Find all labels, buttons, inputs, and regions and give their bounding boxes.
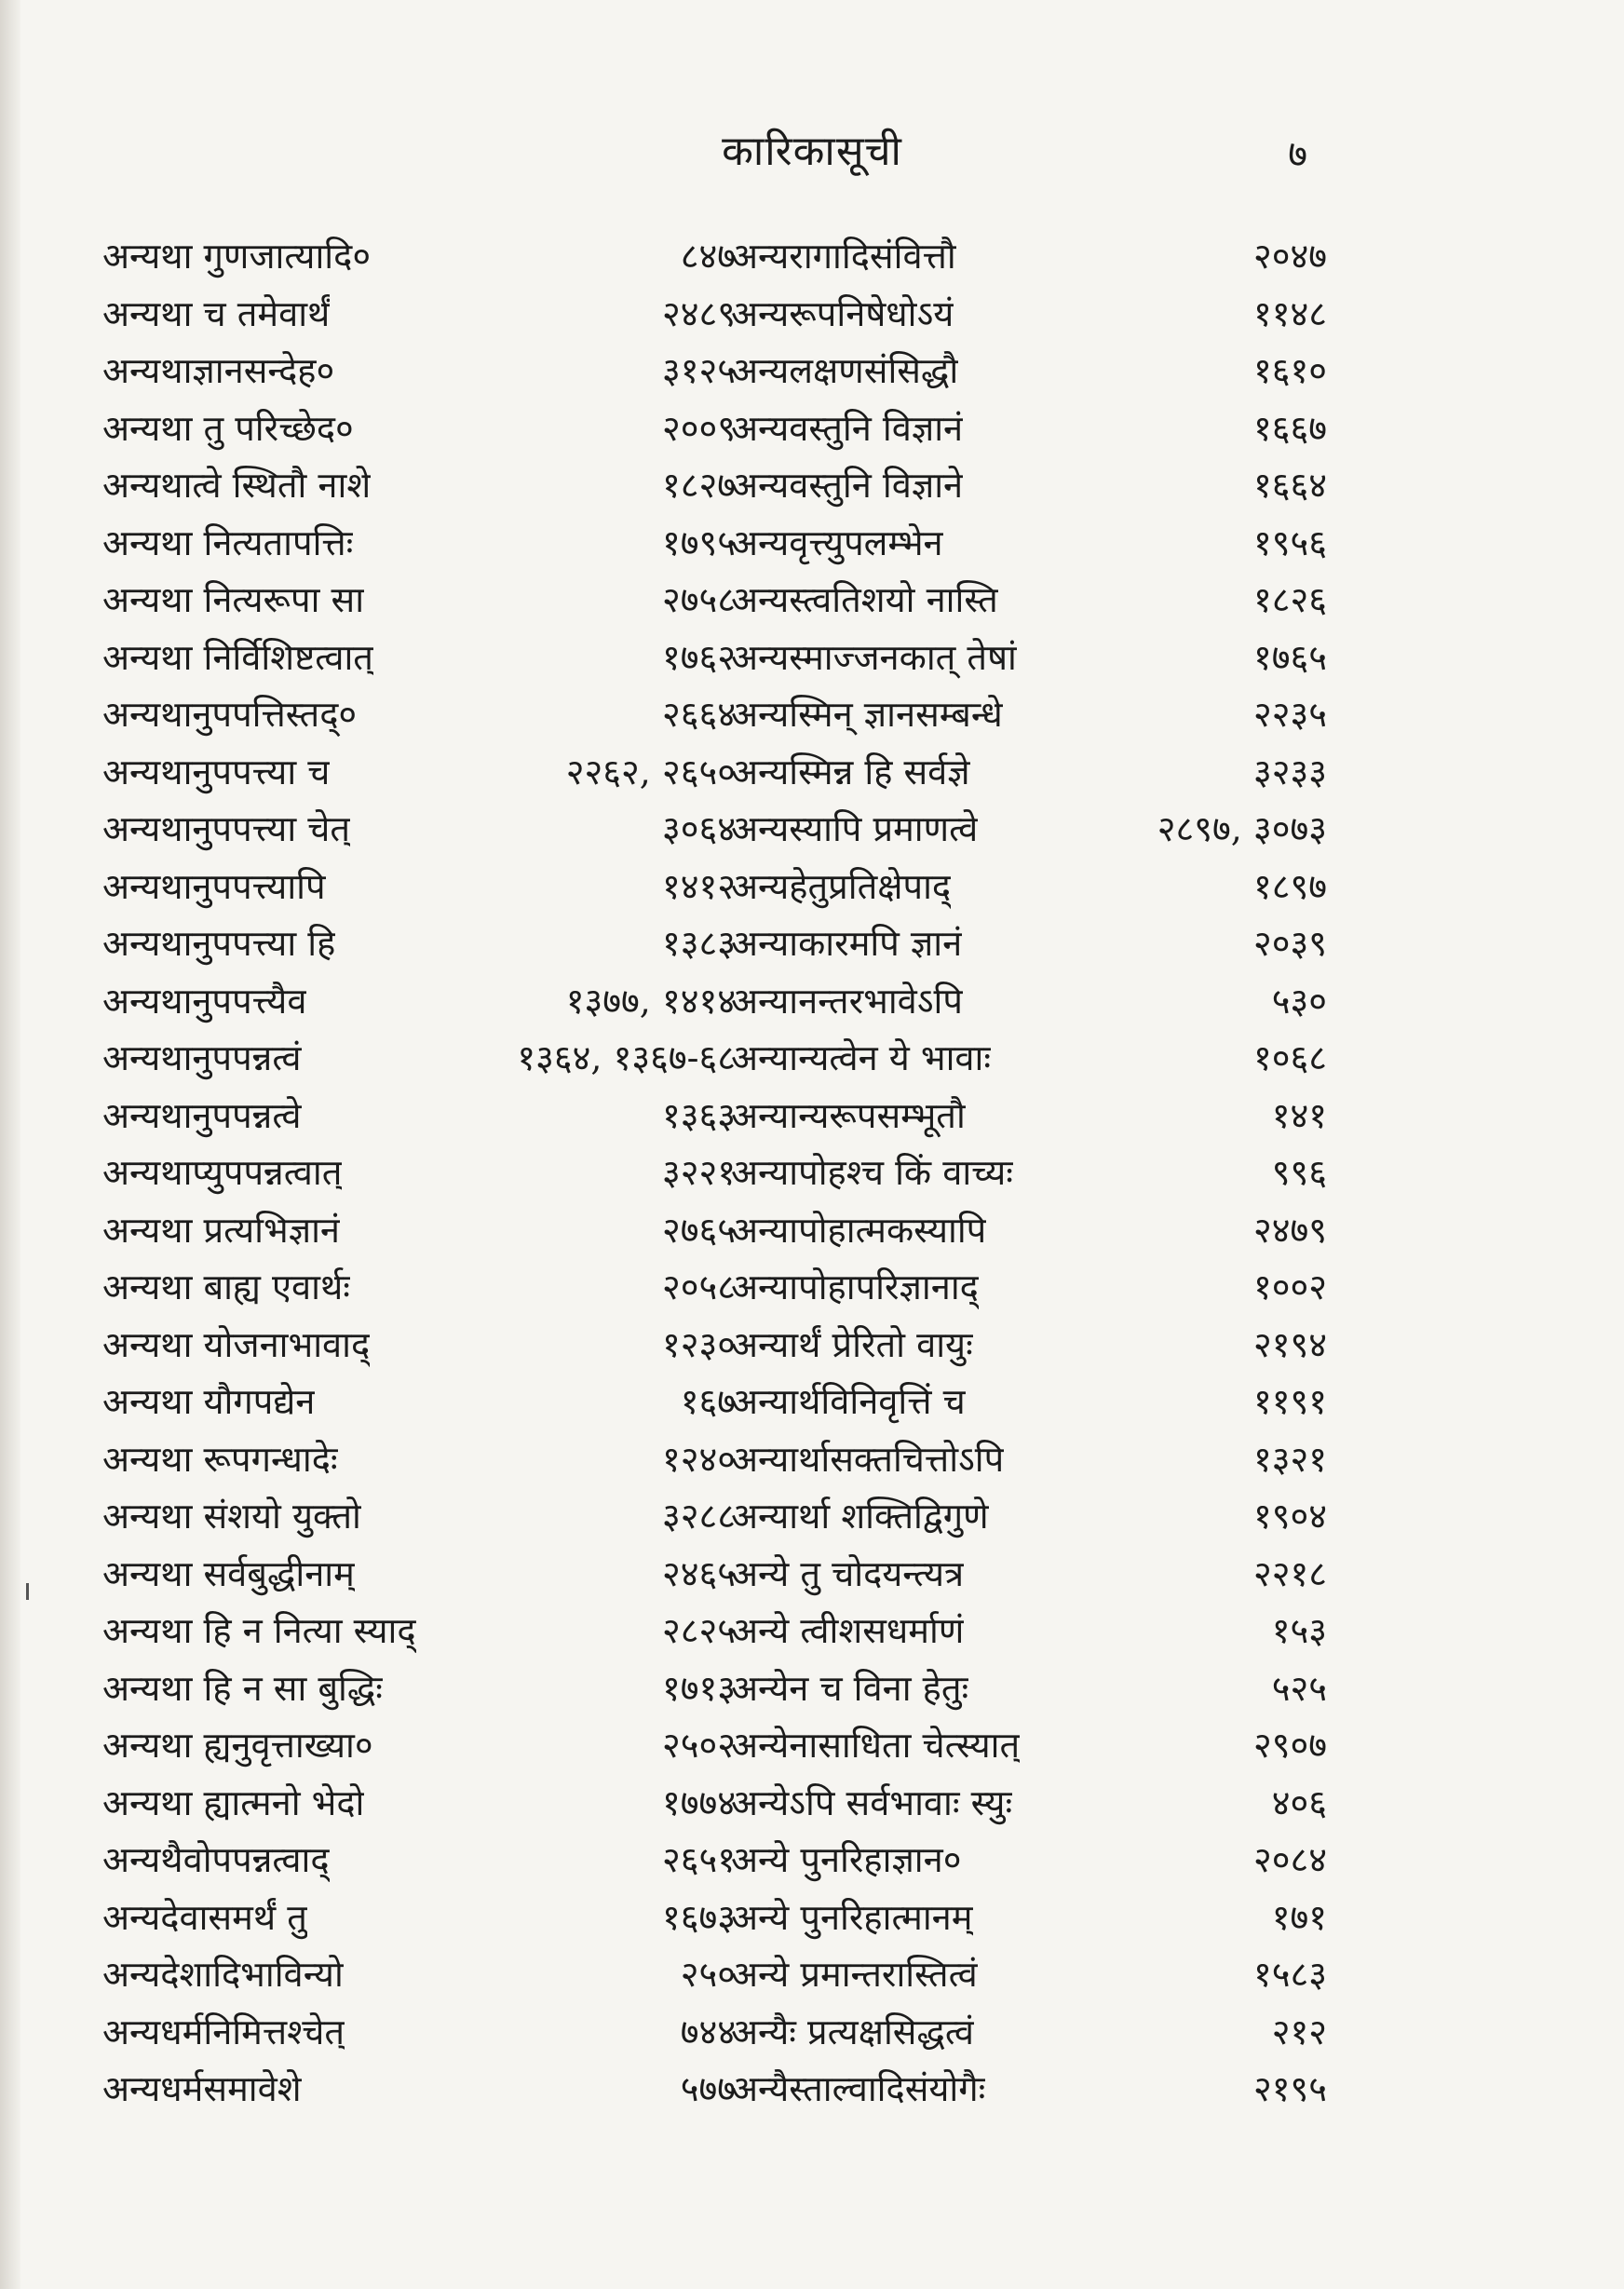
index-entry: [102, 1374, 736, 1431]
verse-incipit: अन्यथा हि न नित्या स्याद्: [102, 1610, 416, 1651]
verse-incipit: अन्यथा नित्यरूपा सा: [102, 579, 365, 620]
index-entry: [102, 744, 736, 802]
verse-incipit: अन्यथा योजनाभावाद्: [102, 1323, 371, 1365]
verse-incipit: अन्यथाप्युपपन्नत्वात्: [102, 1152, 343, 1193]
verse-reference: ३१२५: [661, 350, 736, 391]
index-entry: [731, 515, 1327, 573]
page-edge: [0, 0, 20, 2289]
verse-reference: २६५१: [661, 1839, 736, 1880]
verse-reference: ११४८: [1252, 292, 1327, 334]
verse-incipit: अन्यार्थविनिवृत्तिं च: [731, 1381, 966, 1422]
verse-incipit: अन्ये तु चोदयन्त्यत्र: [731, 1552, 965, 1594]
verse-reference: १६६७: [1252, 407, 1327, 449]
verse-reference: ३२८८: [661, 1496, 736, 1537]
verse-reference: १०६८: [1252, 1037, 1327, 1078]
index-entry: [731, 1603, 1327, 1660]
verse-incipit: अन्ये पुनरिहात्मानम्: [731, 1896, 973, 1938]
verse-incipit: अन्यहेतुप्रतिक्षेपाद्: [731, 865, 952, 907]
verse-reference: १७१: [1271, 1896, 1327, 1938]
verse-incipit: अन्यथा सर्वबुद्धीनाम्: [102, 1552, 355, 1594]
index-entry: [731, 343, 1327, 400]
verse-incipit: अन्यरूपनिषेधोऽयं: [731, 292, 954, 334]
index-entry: [731, 686, 1327, 744]
verse-incipit: अन्यस्यापि प्रमाणत्वे: [731, 808, 979, 849]
verse-reference: १००२: [1252, 1266, 1327, 1307]
index-entry: [731, 744, 1327, 802]
index-entry: [102, 1946, 736, 2004]
index-entry: [731, 1030, 1327, 1088]
verse-incipit: अन्यथा ह्यात्मनो भेदो: [102, 1781, 365, 1823]
verse-incipit: अन्यान्यत्वेन ये भावाः: [731, 1037, 992, 1078]
verse-reference: ५३०: [1271, 980, 1327, 1022]
verse-incipit: अन्यथा नित्यतापत्तिः: [102, 521, 354, 563]
verse-incipit: अन्यथा बाह्य एवार्थः: [102, 1266, 350, 1307]
index-entry: [731, 2004, 1327, 2062]
verse-reference: २४६५: [661, 1552, 736, 1594]
verse-reference: ४०६: [1271, 1781, 1327, 1823]
verse-reference: ३०६४: [661, 808, 736, 849]
verse-reference: २५०: [680, 1954, 736, 1995]
index-entry: [731, 400, 1327, 458]
verse-reference: १३२१: [1252, 1438, 1327, 1480]
verse-reference: १९०४: [1252, 1496, 1327, 1537]
index-entry: [731, 1546, 1327, 1604]
page-title: कारिकासूची: [722, 128, 902, 175]
verse-reference: २६६४: [661, 694, 736, 735]
verse-incipit: अन्यथा तु परिच्छेद०: [102, 407, 354, 449]
index-entry: [102, 286, 736, 344]
verse-incipit: अन्यधर्मसमावेशे: [102, 2068, 302, 2109]
index-entry: [731, 1717, 1327, 1775]
verse-reference: २०४७: [1252, 236, 1327, 277]
verse-incipit: अन्यैस्ताल्वादिसंयोगैः: [731, 2068, 986, 2109]
verse-incipit: अन्यथा संशयो युक्तो: [102, 1496, 361, 1537]
index-entry: [731, 1202, 1327, 1260]
index-entry: [102, 1144, 736, 1202]
verse-incipit: अन्ये त्वीशसधर्माणं: [731, 1610, 965, 1651]
index-entry: [102, 572, 736, 630]
index-entry: [731, 1946, 1327, 2004]
index-entry: [102, 1775, 736, 1833]
index-entry: [102, 1660, 736, 1718]
verse-reference: ११९१: [1252, 1381, 1327, 1422]
index-entry: [731, 2061, 1327, 2119]
verse-reference: २०५८: [661, 1266, 736, 1307]
verse-reference: ८४७: [680, 236, 736, 277]
verse-reference: १९५६: [1252, 521, 1327, 563]
verse-incipit: अन्यथानुपपत्त्यैव: [102, 980, 307, 1022]
index-entry: [102, 515, 736, 573]
index-entry: [102, 1431, 736, 1489]
index-entry: [731, 1144, 1327, 1202]
verse-reference: १३६३: [661, 1094, 736, 1136]
page-header: [0, 121, 1624, 186]
index-entry: [731, 457, 1327, 515]
index-entry: [102, 1030, 736, 1088]
index-entry: [731, 1775, 1327, 1833]
verse-reference: २४८९: [661, 292, 736, 334]
index-entry: [731, 228, 1327, 286]
verse-reference: १३७७, १४१४: [565, 980, 736, 1022]
verse-reference: १६६४: [1252, 465, 1327, 506]
index-entry: [102, 630, 736, 687]
verse-incipit: अन्येन च विना हेतुः: [731, 1667, 969, 1709]
verse-incipit: अन्यथा ह्यनुवृत्ताख्या०: [102, 1725, 373, 1766]
index-entry: [102, 2061, 736, 2119]
index-entry: [731, 1660, 1327, 1718]
index-entry: [731, 630, 1327, 687]
verse-reference: २२१८: [1252, 1552, 1327, 1594]
index-entry: [731, 1832, 1327, 1889]
index-entry: [102, 973, 736, 1031]
verse-reference: २१२: [1271, 2011, 1327, 2052]
verse-reference: २२६२, २६५०: [565, 751, 736, 792]
verse-reference: १८२७: [661, 465, 736, 506]
verse-reference: ७४४: [680, 2011, 736, 2052]
index-entry: [102, 343, 736, 400]
verse-reference: २५०२: [661, 1725, 736, 1766]
verse-reference: २२३५: [1252, 694, 1327, 735]
page-number: ७: [1288, 133, 1307, 176]
verse-incipit: अन्यथा निर्विशिष्टत्वात्: [102, 636, 373, 678]
verse-reference: १३८३: [661, 923, 736, 964]
verse-reference: १५३: [1271, 1610, 1327, 1651]
index-entry: [102, 1488, 736, 1546]
verse-incipit: अन्येनासाधिता चेत्स्यात्: [731, 1725, 1021, 1766]
verse-incipit: अन्ये प्रमान्तरास्तित्वं: [731, 1954, 978, 1995]
verse-reference: १४१: [1271, 1094, 1327, 1136]
verse-reference: २८२५: [661, 1610, 736, 1651]
verse-reference: २४७९: [1252, 1209, 1327, 1251]
verse-reference: १५८३: [1252, 1954, 1327, 1995]
verse-incipit: अन्यापोहापरिज्ञानाद्: [731, 1266, 979, 1307]
index-entry: [731, 1088, 1327, 1145]
verse-incipit: अन्यधर्मनिमित्तश्चेत्: [102, 2011, 345, 2052]
verse-reference: २१९४: [1252, 1323, 1327, 1365]
index-entry: [731, 801, 1327, 859]
verse-incipit: अन्यार्थासक्तचित्तोऽपि: [731, 1438, 1005, 1480]
verse-incipit: अन्यथा रूपगन्धादेः: [102, 1438, 338, 1480]
verse-incipit: अन्यापोहात्मकस्यापि: [731, 1209, 987, 1251]
index-entry: [731, 1317, 1327, 1375]
verse-reference: १३६४, १३६७-६८: [517, 1037, 736, 1078]
verse-incipit: अन्यदेशादिभाविन्यो: [102, 1954, 344, 1995]
index-entry: [102, 1088, 736, 1145]
verse-incipit: अन्यार्थं प्रेरितो वायुः: [731, 1323, 973, 1365]
verse-incipit: अन्याकारमपि ज्ञानं: [731, 923, 963, 964]
index-entry: [102, 1603, 736, 1660]
index-entry: [731, 915, 1327, 973]
verse-reference: १२३०: [661, 1323, 736, 1365]
index-entry: [102, 1546, 736, 1604]
verse-incipit: अन्यानन्तरभावेऽपि: [731, 980, 963, 1022]
verse-incipit: अन्यार्था शक्तिद्विगुणे: [731, 1496, 989, 1537]
verse-reference: १४१२: [661, 865, 736, 907]
verse-incipit: अन्यथानुपपत्तिस्तद्०: [102, 694, 358, 735]
verse-incipit: अन्यस्मिन् ज्ञानसम्बन्धे: [731, 694, 1003, 735]
verse-reference: १७७४: [661, 1781, 736, 1823]
verse-reference: २१९५: [1252, 2068, 1327, 2109]
verse-reference: ९९६: [1271, 1152, 1327, 1193]
index-entry: [102, 1202, 736, 1260]
verse-incipit: अन्यस्मिन्न हि सर्वज्ञे: [731, 751, 970, 792]
verse-incipit: अन्यथाज्ञानसन्देह०: [102, 350, 335, 391]
index-entry: [731, 286, 1327, 344]
verse-incipit: अन्यरागादिसंवित्तौ: [731, 236, 956, 277]
verse-incipit: अन्यवस्तुनि विज्ञाने: [731, 465, 964, 506]
verse-incipit: अन्यापोहश्च किं वाच्यः: [731, 1152, 1013, 1193]
index-entry: [731, 859, 1327, 916]
verse-incipit: अन्यलक्षणसंसिद्धौ: [731, 350, 959, 391]
index-entry: [731, 1259, 1327, 1317]
index-entry: [731, 572, 1327, 630]
verse-reference: १७९५: [661, 521, 736, 563]
verse-incipit: अन्यान्यरूपसम्भूतौ: [731, 1094, 966, 1136]
index-entry: [102, 1717, 736, 1775]
verse-reference: १८९७: [1252, 865, 1327, 907]
verse-incipit: अन्यथानुपपत्त्या हि: [102, 923, 336, 964]
index-entry: [102, 686, 736, 744]
index-entry: [102, 1259, 736, 1317]
verse-incipit: अन्यथा यौगपद्येन: [102, 1381, 316, 1422]
verse-incipit: अन्यथानुपपत्त्यापि: [102, 865, 326, 907]
verse-incipit: अन्येऽपि सर्वभावाः स्युः: [731, 1781, 1013, 1823]
index-entry: [102, 1832, 736, 1889]
verse-reference: २७६५: [661, 1209, 736, 1251]
verse-incipit: अन्यस्त्वतिशयो नास्ति: [731, 579, 998, 620]
verse-reference: २००९: [661, 407, 736, 449]
index-entry: [102, 1889, 736, 1947]
index-entry: [102, 228, 736, 286]
verse-incipit: अन्यथानुपपन्नत्वं: [102, 1037, 302, 1078]
verse-incipit: अन्यथानुपपत्त्या च: [102, 751, 331, 792]
verse-incipit: अन्ये पुनरिहाज्ञान०: [731, 1839, 962, 1880]
verse-incipit: अन्यथैवोपपन्नत्वाद्: [102, 1839, 330, 1880]
verse-incipit: अन्यथात्वे स्थितौ नाशे: [102, 465, 372, 506]
index-entry: [102, 2004, 736, 2062]
index-entry: [731, 1488, 1327, 1546]
verse-incipit: अन्यथा प्रत्यभिज्ञानं: [102, 1209, 341, 1251]
verse-reference: ३२२१: [661, 1152, 736, 1193]
index-entry: [731, 973, 1327, 1031]
index-entry: [102, 400, 736, 458]
index-entry: [102, 457, 736, 515]
index-entry: [102, 801, 736, 859]
margin-mark: [26, 1583, 29, 1600]
index-entry: [102, 1317, 736, 1375]
verse-reference: २०८४: [1252, 1839, 1327, 1880]
verse-incipit: अन्यथा गुणजात्यादि०: [102, 236, 372, 277]
verse-reference: ३२३३: [1252, 751, 1327, 792]
index-column-left: [102, 228, 736, 2119]
verse-reference: १७१३: [661, 1667, 736, 1709]
verse-reference: २९०७: [1252, 1725, 1327, 1766]
verse-incipit: अन्यस्माज्जनकात् तेषां: [731, 636, 1017, 678]
index-column-right: [731, 228, 1327, 2119]
index-entry: [731, 1431, 1327, 1489]
verse-incipit: अन्यथा हि न सा बुद्धिः: [102, 1667, 383, 1709]
index-entry: [731, 1889, 1327, 1947]
verse-reference: १७६५: [1252, 636, 1327, 678]
verse-incipit: अन्यथानुपपत्त्या चेत्: [102, 808, 351, 849]
index-entry: [102, 915, 736, 973]
verse-incipit: अन्यवस्तुनि विज्ञानं: [731, 407, 964, 449]
verse-reference: १७६२: [661, 636, 736, 678]
verse-reference: ५७७: [680, 2068, 736, 2109]
verse-reference: १२४०: [661, 1438, 736, 1480]
verse-incipit: अन्यथानुपपन्नत्वे: [102, 1094, 302, 1136]
verse-reference: १८२६: [1252, 579, 1327, 620]
index-entry: [102, 859, 736, 916]
verse-reference: २०३९: [1252, 923, 1327, 964]
verse-reference: १६१०: [1252, 350, 1327, 391]
verse-incipit: अन्यदेवासमर्थं तु: [102, 1896, 307, 1938]
verse-reference: २७५८: [661, 579, 736, 620]
verse-reference: ५२५: [1271, 1667, 1327, 1709]
verse-reference: १६७३: [661, 1896, 736, 1938]
verse-reference: २८९७, ३०७३: [1157, 808, 1327, 849]
index-entry: [731, 1374, 1327, 1431]
verse-incipit: अन्यैः प्रत्यक्षसिद्धत्वं: [731, 2011, 975, 2052]
verse-incipit: अन्यवृत्त्युपलम्भेन: [731, 521, 943, 563]
verse-reference: १६७: [680, 1381, 736, 1422]
verse-incipit: अन्यथा च तमेवार्थं: [102, 292, 331, 334]
